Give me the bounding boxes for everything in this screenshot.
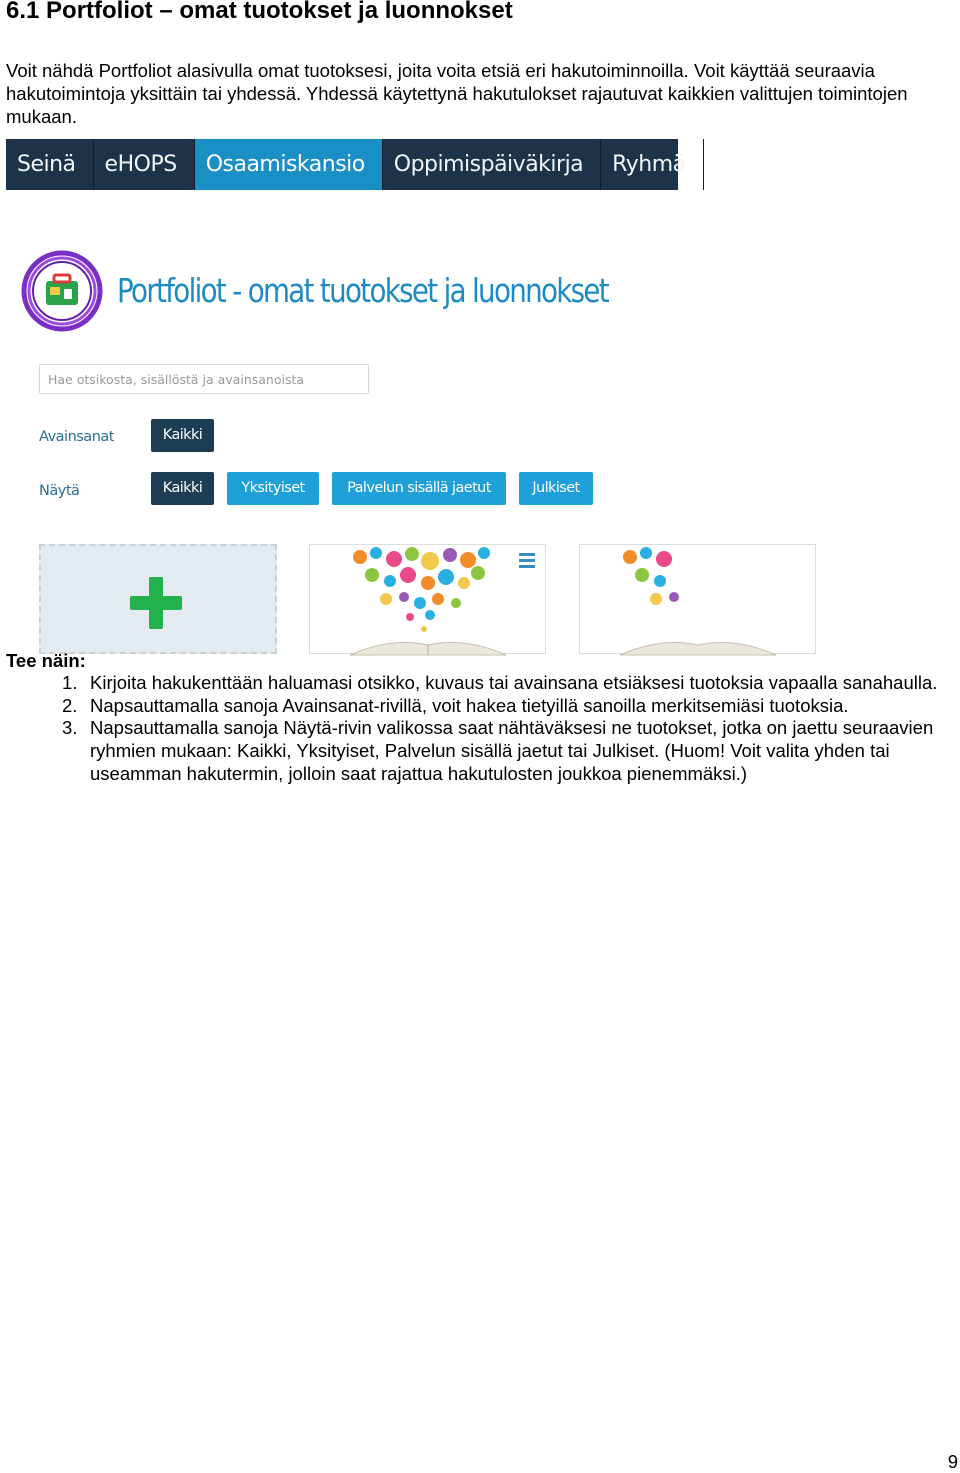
top-navigation xyxy=(6,139,686,190)
add-portfolio-card[interactable] xyxy=(39,544,277,654)
portfolio-screenshot xyxy=(6,139,686,648)
portfolio-thumbnail-image xyxy=(580,545,817,655)
keywords-all-button[interactable]: Kaikki xyxy=(151,419,214,452)
nav-tab-seina[interactable]: Seinä xyxy=(6,139,94,190)
steps-list xyxy=(62,672,942,786)
intro-paragraph: Voit nähdä Portfoliot alasivulla omat tuotoksesi, joita voita etsiä eri hakutoiminnoilla. Voit käyttää seuraavia hakutoimintoja yksittäin tai yhdessä. Yhdessä käytettynä hakutulokset rajautuvat kaikkien valittujen toimintojen mukaan. xyxy=(6,60,908,127)
keywords-label: Avainsanat xyxy=(39,429,114,445)
steps-heading: Tee näin: xyxy=(6,650,86,671)
show-private-button[interactable]: Yksityiset xyxy=(227,472,319,505)
portfolio-thumbnail-image xyxy=(310,545,547,655)
show-all-button[interactable]: Kaikki xyxy=(151,472,214,505)
section-heading: 6.1 Portfoliot – omat tuotokset ja luonnokset xyxy=(6,0,513,24)
nav-tab-ehops[interactable]: eHOPS xyxy=(94,139,195,190)
nav-tab-osaamiskansio[interactable]: Osaamiskansio xyxy=(195,139,383,190)
list-item: 2. Napsauttamalla sanoja Avainsanat-rivillä, voit hakea tietyillä sanoilla merkitsemiäsi tuotoksia. xyxy=(62,694,849,716)
show-label: Näytä xyxy=(39,483,80,499)
page-number: 9 xyxy=(947,1451,958,1472)
portfolio-card[interactable] xyxy=(579,544,816,654)
nav-tab-ryhma[interactable]: Ryhmä xyxy=(601,139,703,190)
portfolio-page-title: Portfoliot - omat tuotokset ja luonnokset xyxy=(117,271,608,310)
nav-tab-oppimispaivakirja[interactable]: Oppimispäiväkirja xyxy=(383,139,601,190)
show-public-button[interactable]: Julkiset xyxy=(519,472,593,505)
list-item: 3. Napsauttamalla sanoja Näytä-rivin valikossa saat nähtäväksesi ne tuotokset, jotka on jaettu seuraavien ryhmien mukaan: Kaikki, Yksityiset, Palvelun sisällä jaetut tai Julkiset. (Huom! Voit valita yhden tai useamman hakutermin, jolloin saat rajattua hakutulosten joukkoa pienemmäksi.) xyxy=(62,717,934,784)
portfolio-card[interactable] xyxy=(309,544,546,654)
portfolio-logo-icon xyxy=(20,249,104,333)
show-shared-button[interactable]: Palvelun sisällä jaetut xyxy=(332,472,506,505)
search-input[interactable] xyxy=(39,364,369,394)
menu-icon[interactable] xyxy=(519,553,535,571)
list-item: 1. Kirjoita hakukenttään haluamasi otsikko, kuvaus tai avainsana etsiäksesi tuotoksia vapaalla sanahaulla. xyxy=(62,672,938,693)
